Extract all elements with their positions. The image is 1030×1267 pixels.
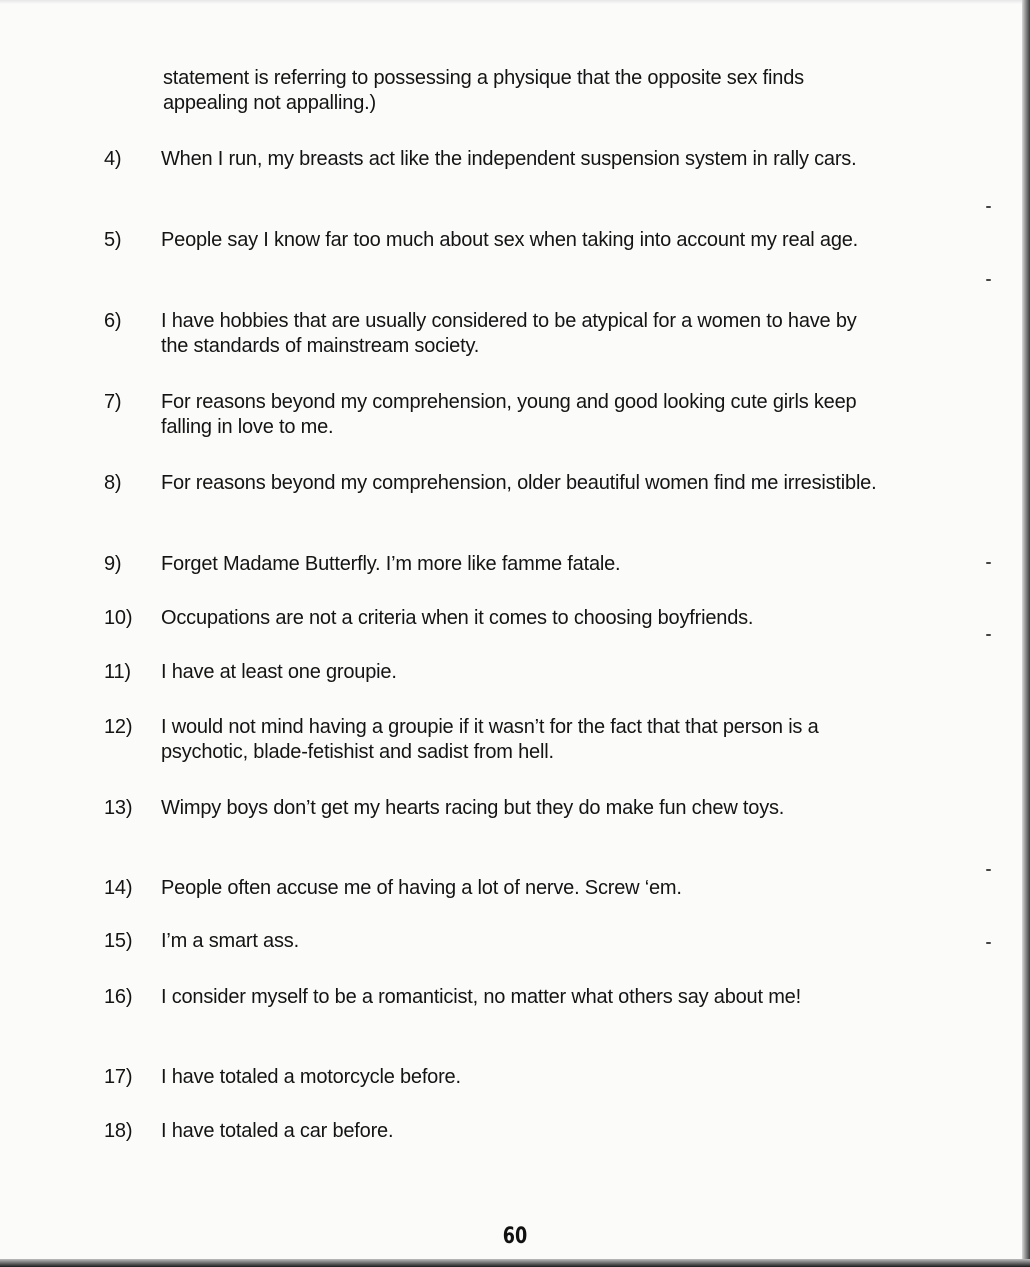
item-number: 9) — [104, 553, 122, 575]
scan-speck — [986, 562, 991, 564]
item-number: 15) — [104, 930, 133, 952]
item-number: 6) — [104, 310, 122, 332]
item-text: For reasons beyond my comprehension, young and good looking cute girls keep falling in love to me. — [161, 391, 857, 438]
continuation-paragraph: statement is referring to possessing a physique that the opposite sex finds appealing not appalling.) — [163, 67, 804, 114]
item-number: 10) — [104, 607, 133, 629]
item-number: 11) — [104, 661, 131, 683]
scan-speck — [986, 279, 991, 281]
item-text: Forget Madame Butterfly. I’m more like famme fatale. — [161, 553, 621, 575]
item-text: People often accuse me of having a lot of nerve. Screw ‘em. — [161, 877, 682, 899]
scan-edge-top — [0, 0, 1030, 4]
page-number: 60 — [502, 1224, 528, 1249]
item-number: 12) — [104, 716, 133, 738]
scan-edge-bottom — [0, 1259, 1030, 1267]
item-text: I’m a smart ass. — [161, 930, 299, 952]
item-text: I have hobbies that are usually considered to be atypical for a women to have by the standards of mainstream society. — [161, 310, 857, 357]
item-number: 18) — [104, 1120, 133, 1142]
item-text: I have totaled a motorcycle before. — [161, 1066, 461, 1088]
scan-speck — [986, 634, 991, 636]
scan-speck — [986, 206, 991, 208]
scan-speck — [986, 869, 991, 871]
item-text: When I run, my breasts act like the independent suspension system in rally cars. — [161, 148, 857, 170]
item-text: Wimpy boys don’t get my hearts racing but they do make fun chew toys. — [161, 797, 785, 819]
item-number: 5) — [104, 229, 122, 251]
scan-edge-right — [1022, 0, 1030, 1267]
item-number: 7) — [104, 391, 122, 413]
item-number: 4) — [104, 148, 122, 170]
item-text: I have at least one groupie. — [161, 661, 397, 683]
item-text: I have totaled a car before. — [161, 1120, 394, 1142]
item-number: 8) — [104, 472, 122, 494]
item-number: 13) — [104, 797, 133, 819]
item-number: 17) — [104, 1066, 133, 1088]
item-text: I would not mind having a groupie if it wasn’t for the fact that that person is a psychotic, blade-fetishist and sadist from hell. — [161, 716, 819, 763]
scan-speck — [986, 942, 991, 944]
item-number: 16) — [104, 986, 133, 1008]
item-text: For reasons beyond my comprehension, older beautiful women find me irresistible. — [161, 472, 877, 494]
item-text: Occupations are not a criteria when it comes to choosing boyfriends. — [161, 607, 754, 629]
item-text: People say I know far too much about sex when taking into account my real age. — [161, 229, 859, 251]
item-number: 14) — [104, 877, 133, 899]
item-text: I consider myself to be a romanticist, no matter what others say about me! — [161, 986, 801, 1008]
